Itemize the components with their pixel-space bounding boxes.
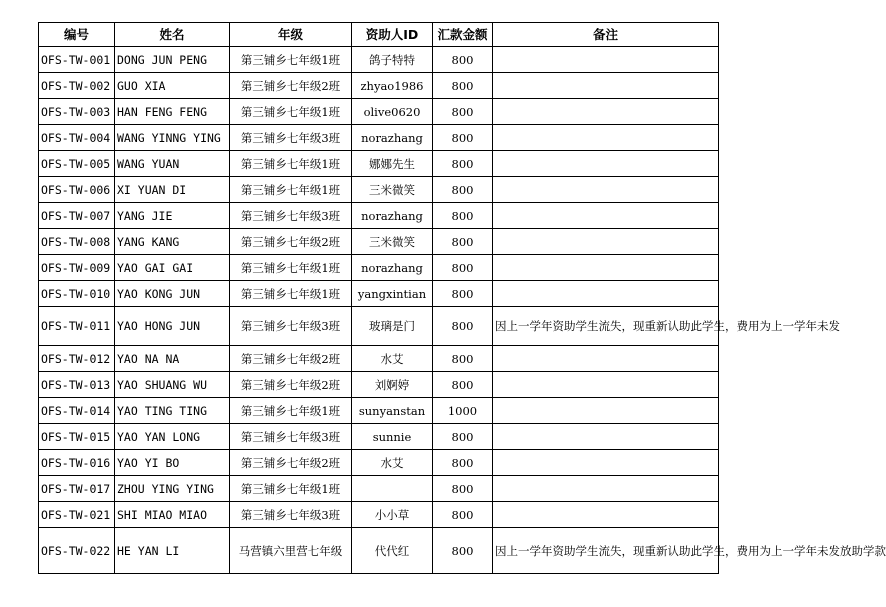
cell-donor-id: norazhang	[352, 125, 433, 151]
table-row	[39, 125, 719, 151]
cell-amount: 800	[433, 151, 493, 177]
cell-amount: 800	[433, 372, 493, 398]
cell-note	[493, 125, 719, 151]
cell-id: OFS-TW-005	[39, 151, 115, 177]
cell-note: 因上一学年资助学生流失，现重新认助此学生，费用为上一学年未发	[493, 307, 719, 346]
cell-name: YAO TING TING	[115, 398, 230, 424]
cell-grade: 第三铺乡七年级1班	[230, 255, 352, 281]
cell-name: SHI MIAO MIAO	[115, 502, 230, 528]
cell-note	[493, 281, 719, 307]
cell-donor-id: 三米微笑	[352, 177, 433, 203]
cell-name: YAO SHUANG WU	[115, 372, 230, 398]
header-donor-id: 资助人ID	[352, 23, 433, 47]
cell-grade: 第三铺乡七年级3班	[230, 203, 352, 229]
cell-amount: 800	[433, 47, 493, 73]
table-body	[39, 47, 886, 574]
cell-amount: 800	[433, 255, 493, 281]
cell-note: 因上一学年资助学生流失，现重新认助此学生，费用为上一学年未发放助学款	[493, 528, 719, 574]
cell-grade: 第三铺乡七年级1班	[230, 177, 352, 203]
cell-name: ZHOU YING YING	[115, 476, 230, 502]
cell-id: OFS-TW-015	[39, 424, 115, 450]
cell-id: OFS-TW-017	[39, 476, 115, 502]
table-row	[39, 177, 719, 203]
cell-id: OFS-TW-007	[39, 203, 115, 229]
cell-note	[493, 229, 719, 255]
cell-donor-id	[352, 476, 433, 502]
cell-note	[493, 398, 719, 424]
cell-grade: 第三铺乡七年级2班	[230, 346, 352, 372]
cell-id: OFS-TW-021	[39, 502, 115, 528]
cell-id: OFS-TW-013	[39, 372, 115, 398]
cell-name: YAO YAN LONG	[115, 424, 230, 450]
table-row	[39, 151, 719, 177]
cell-grade: 第三铺乡七年级2班	[230, 73, 352, 99]
cell-donor-id: norazhang	[352, 255, 433, 281]
header-note: 备注	[493, 23, 719, 47]
cell-amount: 1000	[433, 398, 493, 424]
cell-donor-id: 娜娜先生	[352, 151, 433, 177]
cell-amount: 800	[433, 229, 493, 255]
table-row	[39, 450, 719, 476]
header-name: 姓名	[115, 23, 230, 47]
cell-id: OFS-TW-003	[39, 99, 115, 125]
cell-amount: 800	[433, 528, 493, 574]
cell-name: DONG JUN PENG	[115, 47, 230, 73]
cell-name: YAO YI BO	[115, 450, 230, 476]
table-row	[39, 307, 719, 346]
cell-amount: 800	[433, 502, 493, 528]
cell-note	[493, 203, 719, 229]
cell-name: YAO KONG JUN	[115, 281, 230, 307]
cell-id: OFS-TW-011	[39, 307, 115, 346]
cell-name: YAO NA NA	[115, 346, 230, 372]
cell-id: OFS-TW-004	[39, 125, 115, 151]
table-row	[39, 229, 719, 255]
table-row	[39, 398, 719, 424]
cell-id: OFS-TW-002	[39, 73, 115, 99]
cell-donor-id: norazhang	[352, 203, 433, 229]
cell-id: OFS-TW-022	[39, 528, 115, 574]
cell-amount: 800	[433, 346, 493, 372]
cell-amount: 800	[433, 476, 493, 502]
cell-note	[493, 372, 719, 398]
cell-donor-id: sunyanstan	[352, 398, 433, 424]
cell-note	[493, 47, 719, 73]
cell-grade: 第三铺乡七年级2班	[230, 450, 352, 476]
cell-name: WANG YUAN	[115, 151, 230, 177]
table-row	[39, 73, 719, 99]
cell-grade: 马营镇六里营七年级	[230, 528, 352, 574]
cell-id: OFS-TW-009	[39, 255, 115, 281]
cell-grade: 第三铺乡七年级3班	[230, 424, 352, 450]
cell-donor-id: sunnie	[352, 424, 433, 450]
cell-donor-id: 三米微笑	[352, 229, 433, 255]
cell-donor-id: zhyao1986	[352, 73, 433, 99]
header-grade: 年级	[230, 23, 352, 47]
sponsorship-table	[38, 22, 886, 574]
cell-donor-id: 小小草	[352, 502, 433, 528]
cell-grade: 第三铺乡七年级1班	[230, 151, 352, 177]
cell-grade: 第三铺乡七年级1班	[230, 47, 352, 73]
cell-amount: 800	[433, 177, 493, 203]
cell-id: OFS-TW-010	[39, 281, 115, 307]
cell-amount: 800	[433, 125, 493, 151]
cell-grade: 第三铺乡七年级2班	[230, 372, 352, 398]
cell-name: XI YUAN DI	[115, 177, 230, 203]
cell-donor-id: olive0620	[352, 99, 433, 125]
table-row	[39, 203, 719, 229]
cell-name: HE YAN LI	[115, 528, 230, 574]
cell-name: YANG JIE	[115, 203, 230, 229]
cell-note	[493, 424, 719, 450]
table-row	[39, 528, 719, 574]
cell-amount: 800	[433, 450, 493, 476]
cell-name: YAO GAI GAI	[115, 255, 230, 281]
header-id: 编号	[39, 23, 115, 47]
cell-id: OFS-TW-014	[39, 398, 115, 424]
cell-donor-id: 代代红	[352, 528, 433, 574]
cell-grade: 第三铺乡七年级3班	[230, 307, 352, 346]
table-row	[39, 346, 719, 372]
cell-note	[493, 346, 719, 372]
table-row	[39, 502, 719, 528]
table-row	[39, 281, 719, 307]
cell-id: OFS-TW-001	[39, 47, 115, 73]
cell-grade: 第三铺乡七年级1班	[230, 99, 352, 125]
header-row	[39, 23, 719, 47]
table-row	[39, 255, 719, 281]
cell-name: HAN FENG FENG	[115, 99, 230, 125]
header-amount: 汇款金额	[433, 23, 493, 47]
cell-grade: 第三铺乡七年级1班	[230, 281, 352, 307]
cell-amount: 800	[433, 203, 493, 229]
cell-donor-id: yangxintian	[352, 281, 433, 307]
cell-amount: 800	[433, 424, 493, 450]
cell-grade: 第三铺乡七年级1班	[230, 398, 352, 424]
cell-id: OFS-TW-012	[39, 346, 115, 372]
cell-grade: 第三铺乡七年级3班	[230, 125, 352, 151]
cell-name: YANG KANG	[115, 229, 230, 255]
cell-note	[493, 255, 719, 281]
cell-amount: 800	[433, 307, 493, 346]
cell-note	[493, 476, 719, 502]
cell-donor-id: 刘婀婷	[352, 372, 433, 398]
cell-grade: 第三铺乡七年级1班	[230, 476, 352, 502]
cell-note	[493, 450, 719, 476]
cell-amount: 800	[433, 73, 493, 99]
cell-note	[493, 502, 719, 528]
cell-note	[493, 73, 719, 99]
table-row	[39, 424, 719, 450]
cell-donor-id: 水艾	[352, 346, 433, 372]
cell-amount: 800	[433, 281, 493, 307]
cell-name: YAO HONG JUN	[115, 307, 230, 346]
cell-id: OFS-TW-006	[39, 177, 115, 203]
cell-note	[493, 177, 719, 203]
cell-name: GUO XIA	[115, 73, 230, 99]
cell-amount: 800	[433, 99, 493, 125]
cell-donor-id: 玻璃是门	[352, 307, 433, 346]
cell-note	[493, 99, 719, 125]
table-row	[39, 99, 719, 125]
cell-donor-id: 水艾	[352, 450, 433, 476]
cell-note	[493, 151, 719, 177]
table-row	[39, 372, 719, 398]
table-row	[39, 47, 719, 73]
cell-id: OFS-TW-016	[39, 450, 115, 476]
cell-grade: 第三铺乡七年级2班	[230, 229, 352, 255]
cell-id: OFS-TW-008	[39, 229, 115, 255]
cell-name: WANG YINNG YING	[115, 125, 230, 151]
cell-donor-id: 鸽子特特	[352, 47, 433, 73]
cell-grade: 第三铺乡七年级3班	[230, 502, 352, 528]
table-row	[39, 476, 719, 502]
